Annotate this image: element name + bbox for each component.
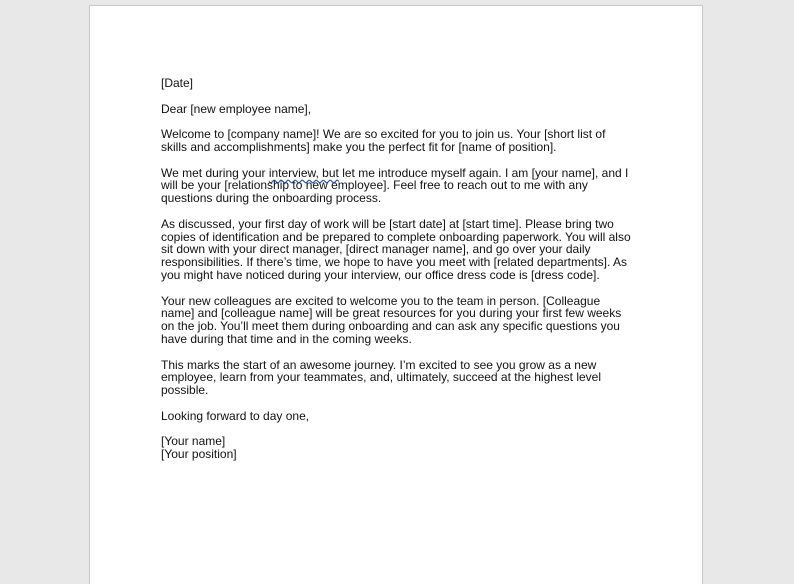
journey-paragraph: This marks the start of an awesome journey. I’m excited to see you grow as a new employee, learn from your teammates, and, ultimately, succeed at the highest level possible. bbox=[161, 357, 601, 398]
introduction-prefix: We met during your bbox=[161, 165, 269, 180]
signature-name: [Your name] bbox=[161, 434, 226, 449]
introduction-paragraph bbox=[161, 167, 633, 205]
colleagues-paragraph: Your new colleagues are excited to welcome you to the team in person. [Colleague name] and [colleague name] will be great resources for you during your first few weeks on the job. You’ll meet them during onboarding and can ask any specific questions you have during that time and in the coming weeks. bbox=[161, 293, 622, 346]
first-day-paragraph: As discussed, your first day of work will be [start date] at [start time]. Please bring two copies of identification and be prepared to complete onboarding paperwork. You will also sit down with your direct manager, [direct manager name], and go over your daily responsibilities. If there’s time, we hope to have you meet with [related departments]. As you might have noticed during your interview, our office dress code is [dress code]. bbox=[161, 216, 631, 282]
signature-position: [Your position] bbox=[161, 447, 237, 462]
greeting: Dear [new employee name], bbox=[161, 101, 312, 116]
document-page[interactable] bbox=[89, 5, 703, 584]
letter-body[interactable] bbox=[161, 77, 633, 461]
closing-line: Looking forward to day one, bbox=[161, 408, 310, 423]
introduction-suffix: let me introduce myself again. I am [your name], and I will be your [relationship to new employee]. Feel free to reach out to me with any questions during the onboarding process. bbox=[161, 165, 629, 206]
welcome-paragraph: Welcome to [company name]! We are so excited for you to join us. Your [short list of skills and accomplishments] make you the perfect fit for [name of position]. bbox=[161, 127, 606, 154]
date-line: [Date] bbox=[161, 76, 194, 90]
grammar-flagged-text[interactable]: interview, but bbox=[268, 165, 339, 180]
